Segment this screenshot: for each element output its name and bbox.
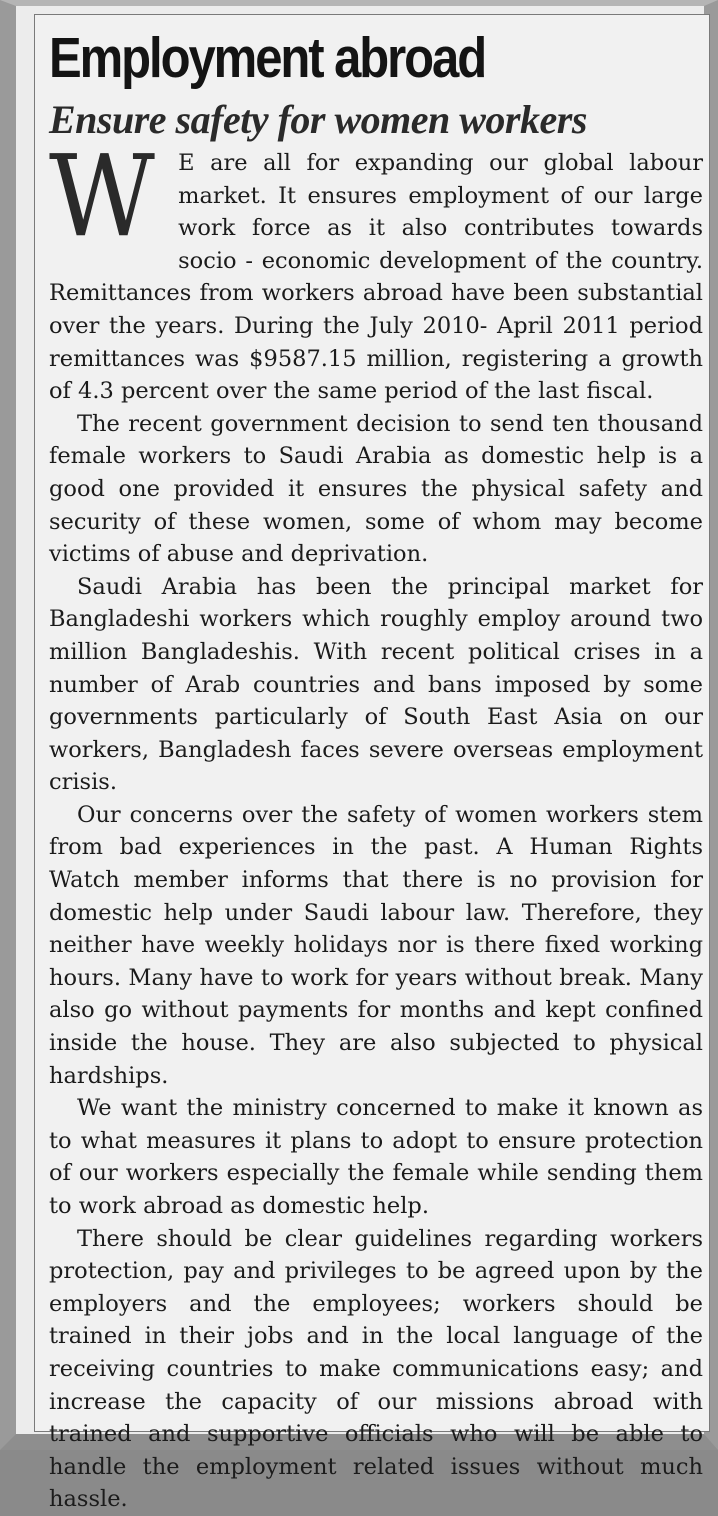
paragraph-1: [49, 132, 703, 408]
paragraph-4: Our concerns over the safety of women workers stem from bad experiences in the past. A Human Rights Watch member informs that there is no provision for domestic help under Saudi labour law. Therefore, they neither have weekly holidays nor is there fixed working hours. Many have to work for years without break. Many also go without payments for months and kept confined inside the house. They are also subjected to physical hardships.: [49, 801, 703, 1089]
headline: Employment abroad: [49, 26, 486, 90]
paragraph-2: The recent government decision to send ten thousand female workers to Saudi Arabia as domestic help is a good one provided it ensures the physical safety and security of these women, some of whom may become victims of abuse and deprivation.: [49, 410, 703, 568]
paragraph-3: Saudi Arabia has been the principal market for Bangladeshi workers which roughly employ around two million Bangladeshis. With recent political crises in a number of Arab countries and bans imposed by some governments particularly of South East Asia on our workers, Bangladesh faces severe overseas employment crisis.: [49, 573, 703, 796]
article-body: [49, 132, 703, 1516]
subheadline: Ensure safety for women workers: [49, 97, 587, 142]
drop-cap: W: [49, 132, 155, 262]
paragraph-1-text: E are all for expanding our global labour market. It ensures employment of our large work force as it also contributes towards socio - economic development of the country. Remittances from workers abroad have been substantial over the years. During the July 2010- April 2011 period remittances was $9587.15 million, registering a growth of 4.3 percent over the same period of the last fiscal.: [49, 150, 703, 405]
editorial-article: [34, 14, 710, 1513]
paragraph-5: We want the ministry concerned to make it known as to what measures it plans to adopt to ensure protection of our workers especially the female while sending them to work abroad as domestic help.: [49, 1095, 703, 1219]
paragraph-6: There should be clear guidelines regarding workers protection, pay and privileges to be agreed upon by the employers and the employees; workers should be trained in their jobs and in the local language of the receiving countries to make communications easy; and increase the capacity of our missions abroad with trained and supportive officials who will be able to handle the employment related issues without much hassle.: [49, 1225, 703, 1513]
